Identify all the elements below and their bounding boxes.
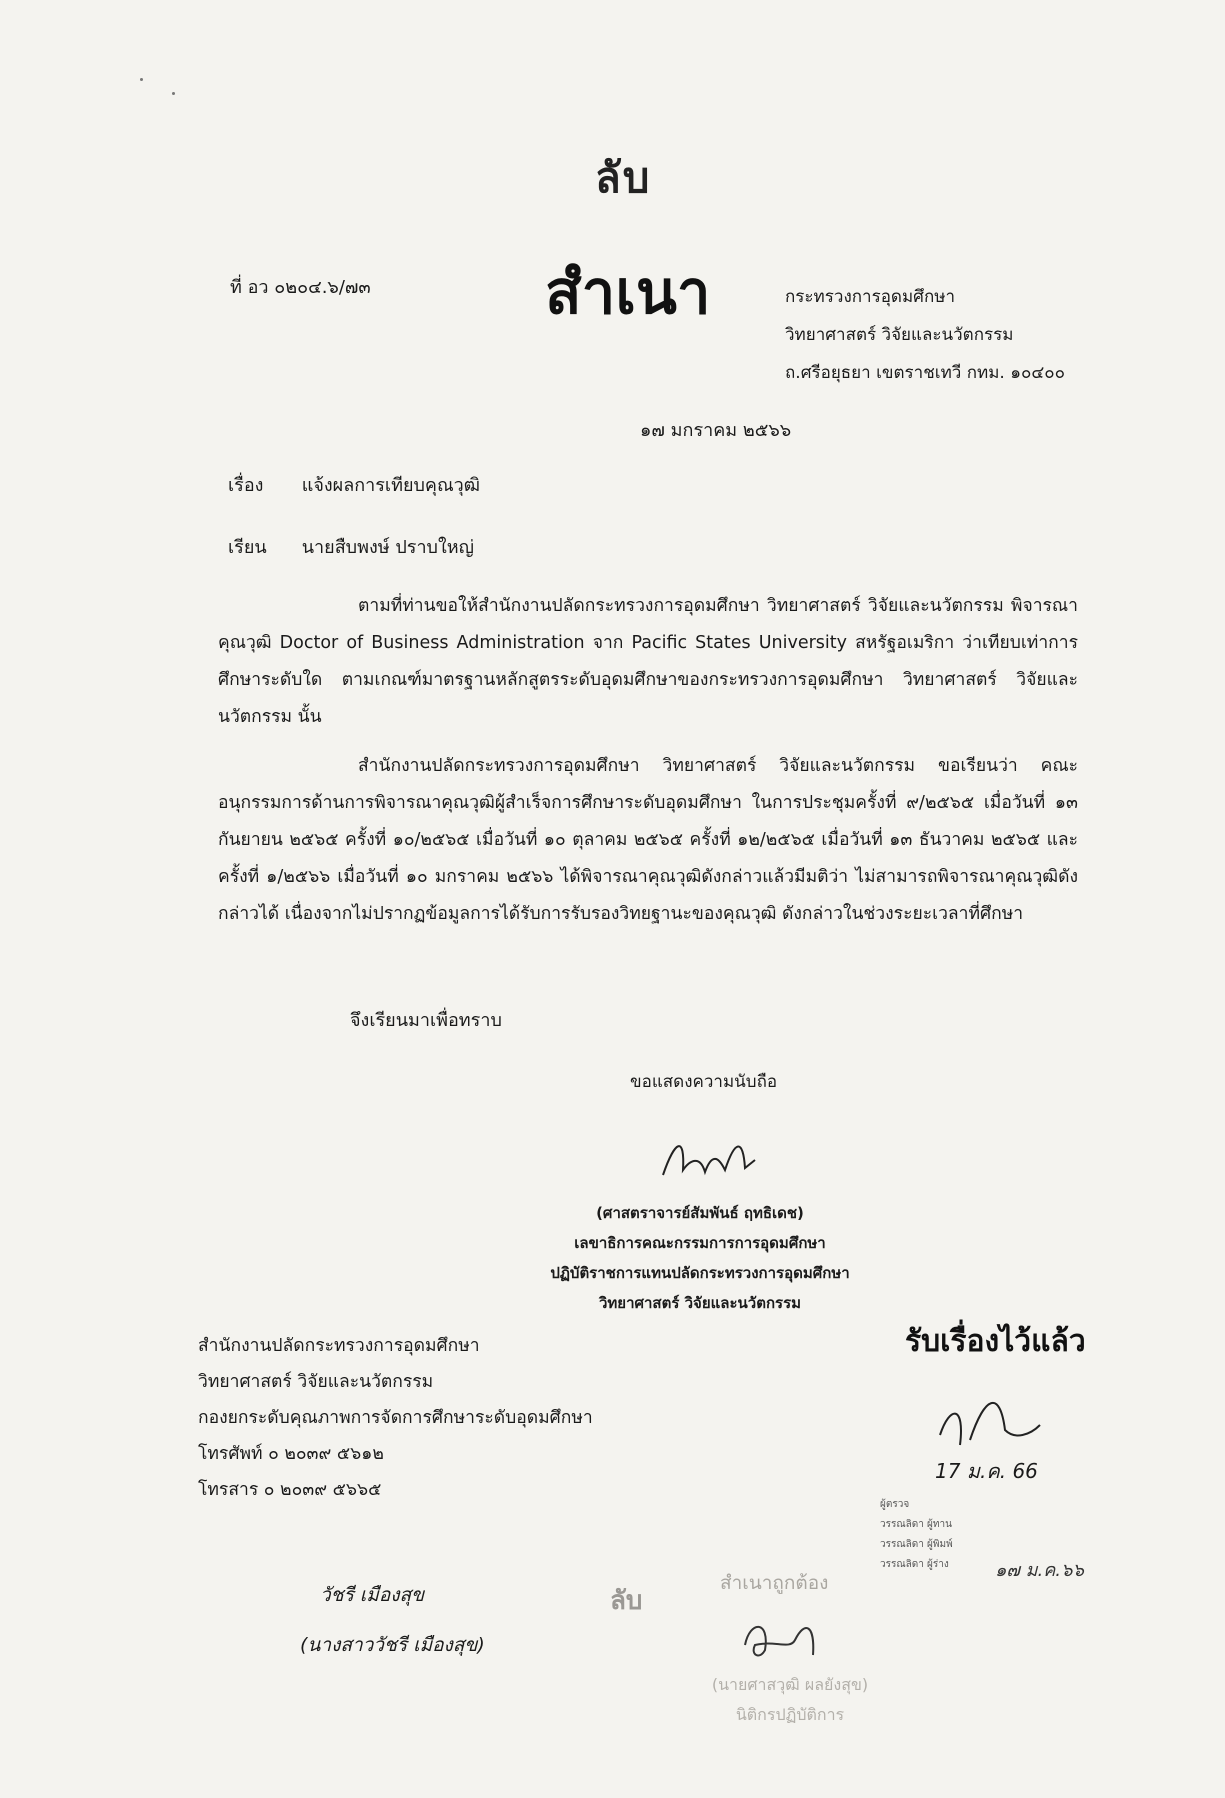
issuing-office-block [198, 1328, 593, 1508]
routing-handwritten-date: ๑๗ ม.ค.๖๖ [995, 1560, 1084, 1581]
signer-name: (ศาสตราจารย์สัมพันธ์ ฤทธิเดช) [596, 1204, 804, 1222]
signer-block [540, 1198, 860, 1318]
subject-label: เรื่อง [228, 475, 264, 496]
office-line: กองยกระดับคุณภาพการจัดการศึกษาระดับอุดมศึกษา [198, 1408, 593, 1428]
routing-item: วรรณลิดา ผู้พิมพ์ [880, 1539, 953, 1550]
letter-date: ๑๗ มกราคม ๒๕๖๖ [640, 420, 792, 441]
copy-stamp: สำเนา [545, 258, 711, 328]
office-line: วิทยาศาสตร์ วิจัยและนวัตกรรม [198, 1372, 434, 1392]
certifier-name: (นายศาสวุฒิ ผลยังสุข) [711, 1675, 869, 1694]
ministry-line: กระทรวงการอุดมศึกษา [785, 287, 955, 307]
certifier-title: นิติกรปฏิบัติการ [735, 1705, 845, 1724]
scan-speck [172, 92, 175, 95]
routing-list [880, 1495, 953, 1575]
subject-line [228, 470, 480, 499]
received-signature-image [930, 1385, 1050, 1455]
fax-line: โทรสาร ๐ ๒๐๓๙ ๕๖๖๕ [198, 1480, 382, 1500]
certifier-block [680, 1670, 900, 1730]
ministry-address [785, 278, 1065, 392]
certifier-signature-image [735, 1610, 835, 1665]
phone-line: โทรศัพท์ ๐ ๒๐๓๙ ๕๖๑๒ [198, 1444, 384, 1464]
document-number: ที่ อว ๐๒๐๔.๖/๗๓ [230, 277, 371, 298]
routing-item: ผู้ตรวจ [880, 1499, 910, 1510]
body-paragraph-2 [218, 748, 1078, 933]
received-stamp: รับเรื่องไว้แล้ว [905, 1324, 1086, 1359]
routing-item: วรรณลิดา ผู้ร่าง [880, 1559, 949, 1570]
typist-name: (นางสาววัชรี เมืองสุข) [300, 1634, 485, 1656]
office-line: สำนักงานปลัดกระทรวงการอุดมศึกษา [198, 1336, 480, 1356]
paragraph-text: ตามที่ท่านขอให้สำนักงานปลัดกระทรวงการอุดมศึกษา วิทยาศาสตร์ วิจัยและนวัตกรรม พิจารณาคุณวุฒิ Doctor of Business Administration จาก Pacific States University สหรัฐอเมริกา ว่าเทียบเท่าการศึกษาระดับใด ตามเกณฑ์มาตรฐานหลักสูตรระดับอุดมศึกษาของกระทรวงการอุดมศึกษา วิทยาศาสตร์ วิจัยและนวัตกรรม นั้น [218, 596, 1078, 727]
scan-speck [140, 78, 143, 81]
typist-signature: วัชรี เมืองสุข [320, 1584, 425, 1606]
confidential-stamp-small: ลับ [610, 1586, 643, 1616]
signer-title: เลขาธิการคณะกรรมการการอุดมศึกษา [574, 1234, 826, 1252]
signer-title: ปฏิบัติราชการแทนปลัดกระทรวงการอุดมศึกษา [550, 1264, 850, 1282]
regards-line: ขอแสดงความนับถือ [630, 1072, 778, 1092]
subject-text: แจ้งผลการเทียบคุณวุฒิ [301, 475, 481, 496]
ministry-line: วิทยาศาสตร์ วิจัยและนวัตกรรม [785, 325, 1014, 345]
closing-line: จึงเรียนมาเพื่อทราบ [350, 1010, 502, 1031]
recipient-line [228, 532, 474, 561]
confidential-stamp: ลับ [595, 153, 652, 202]
routing-item: วรรณลิดา ผู้ทาน [880, 1519, 952, 1530]
recipient-name: นายสืบพงษ์ ปราบใหญ่ [301, 537, 474, 558]
body-paragraph-1 [218, 588, 1078, 736]
recipient-label: เรียน [228, 537, 267, 558]
signer-title: วิทยาศาสตร์ วิจัยและนวัตกรรม [598, 1294, 802, 1312]
ministry-line: ถ.ศรีอยุธยา เขตราชเทวี กทม. ๑๐๔๐๐ [785, 363, 1066, 383]
received-date: 17 ม.ค. 66 [935, 1459, 1038, 1483]
signature-image [655, 1130, 765, 1190]
certified-copy-stamp: สำเนาถูกต้อง [720, 1572, 829, 1594]
paragraph-text: สำนักงานปลัดกระทรวงการอุดมศึกษา วิทยาศาสตร์ วิจัยและนวัตกรรม ขอเรียนว่า คณะอนุกรรมการด้านการพิจารณาคุณวุฒิผู้สำเร็จการศึกษาระดับอุดมศึกษา ในการประชุมครั้งที่ ๙/๒๕๖๕ เมื่อวันที่ ๑๓ กันยายน ๒๕๖๕ ครั้งที่ ๑๐/๒๕๖๕ เมื่อวันที่ ๑๐ ตุลาคม ๒๕๖๕ ครั้งที่ ๑๒/๒๕๖๕ เมื่อวันที่ ๑๓ ธันวาคม ๒๕๖๕ และครั้งที่ ๑/๒๕๖๖ เมื่อวันที่ ๑๐ มกราคม ๒๕๖๖ ได้พิจารณาคุณวุฒิดังกล่าวแล้วมีมติว่า ไม่สามารถพิจารณาคุณวุฒิดังกล่าวได้ เนื่องจากไม่ปรากฏข้อมูลการได้รับการรับรองวิทยฐานะของคุณวุฒิ ดังกล่าวในช่วงระยะเวลาที่ศึกษา [218, 756, 1078, 924]
